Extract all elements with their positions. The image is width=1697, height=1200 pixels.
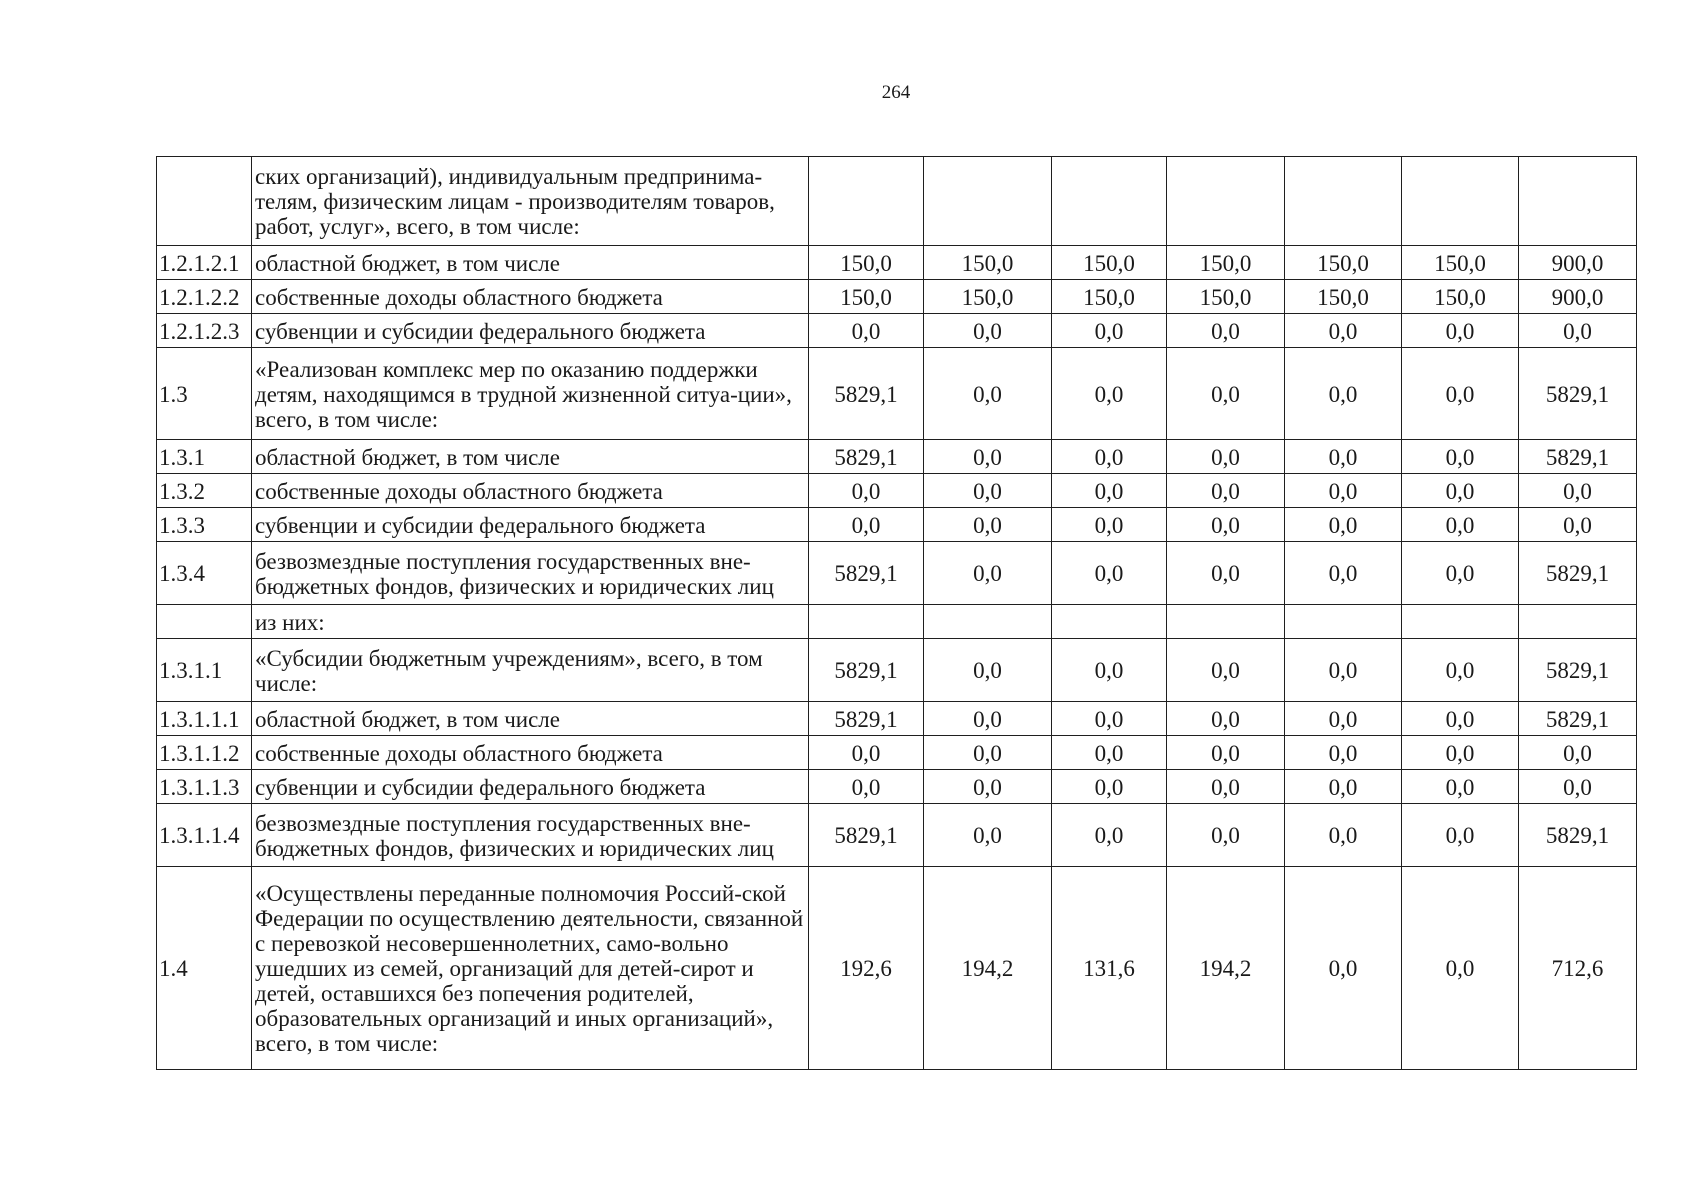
value-cell: 0,0	[1402, 508, 1519, 542]
value-cell: 0,0	[1167, 474, 1285, 508]
table-row	[157, 770, 1637, 804]
value-cell	[924, 157, 1052, 246]
value-cell: 0,0	[1167, 804, 1285, 867]
value-cell: 150,0	[924, 246, 1052, 280]
row-description: безвозмездные поступления государственных вне-бюджетных фондов, физических и юридических лиц	[252, 804, 809, 867]
table-row	[157, 508, 1637, 542]
value-cell: 0,0	[924, 542, 1052, 605]
value-cell: 0,0	[924, 639, 1052, 702]
value-cell: 0,0	[924, 702, 1052, 736]
value-cell: 0,0	[1167, 702, 1285, 736]
row-code: 1.3.1.1	[157, 639, 252, 702]
row-code: 1.3	[157, 348, 252, 440]
row-description: из них:	[252, 605, 809, 639]
value-cell: 5829,1	[809, 804, 924, 867]
value-cell: 0,0	[1285, 508, 1402, 542]
value-cell: 0,0	[924, 314, 1052, 348]
page-number: 264	[881, 82, 911, 103]
row-description: собственные доходы областного бюджета	[252, 280, 809, 314]
row-code: 1.3.1.1.2	[157, 736, 252, 770]
value-cell: 0,0	[1285, 348, 1402, 440]
value-cell	[1052, 605, 1167, 639]
value-cell: 0,0	[1402, 804, 1519, 867]
value-cell: 0,0	[1052, 702, 1167, 736]
value-cell: 0,0	[1402, 474, 1519, 508]
value-cell: 150,0	[1285, 246, 1402, 280]
value-cell: 0,0	[809, 508, 924, 542]
value-cell: 0,0	[1285, 639, 1402, 702]
row-description: субвенции и субсидии федерального бюджета	[252, 508, 809, 542]
row-code: 1.3.3	[157, 508, 252, 542]
value-cell: 0,0	[809, 314, 924, 348]
value-cell: 5829,1	[1519, 542, 1637, 605]
row-code: 1.4	[157, 867, 252, 1070]
value-cell: 0,0	[1052, 770, 1167, 804]
value-cell: 0,0	[1285, 474, 1402, 508]
value-cell: 5829,1	[809, 639, 924, 702]
value-cell: 0,0	[1519, 736, 1637, 770]
table-row	[157, 702, 1637, 736]
value-cell: 0,0	[924, 348, 1052, 440]
row-description: собственные доходы областного бюджета	[252, 736, 809, 770]
row-description: областной бюджет, в том числе	[252, 702, 809, 736]
table-row	[157, 280, 1637, 314]
value-cell: 150,0	[924, 280, 1052, 314]
value-cell	[1402, 157, 1519, 246]
value-cell: 0,0	[1519, 314, 1637, 348]
row-description: ских организаций), индивидуальным предпринима-телям, физическим лицам - производителям товаров, работ, услуг», всего, в том числе:	[252, 157, 809, 246]
row-code: 1.2.1.2.1	[157, 246, 252, 280]
value-cell	[1167, 605, 1285, 639]
value-cell: 0,0	[1285, 702, 1402, 736]
value-cell: 0,0	[1167, 348, 1285, 440]
value-cell: 5829,1	[809, 702, 924, 736]
table-body	[157, 157, 1637, 1070]
table-row	[157, 639, 1637, 702]
value-cell: 0,0	[1519, 508, 1637, 542]
value-cell: 0,0	[1402, 542, 1519, 605]
value-cell: 0,0	[924, 804, 1052, 867]
row-code	[157, 605, 252, 639]
row-description: собственные доходы областного бюджета	[252, 474, 809, 508]
row-description: субвенции и субсидии федерального бюджета	[252, 314, 809, 348]
value-cell: 0,0	[1285, 542, 1402, 605]
value-cell: 0,0	[809, 474, 924, 508]
value-cell: 192,6	[809, 867, 924, 1070]
table-row	[157, 867, 1637, 1070]
value-cell: 150,0	[1402, 280, 1519, 314]
value-cell: 0,0	[1167, 639, 1285, 702]
value-cell: 900,0	[1519, 280, 1637, 314]
value-cell	[1167, 157, 1285, 246]
value-cell: 0,0	[924, 440, 1052, 474]
value-cell	[1519, 157, 1637, 246]
value-cell: 0,0	[1052, 474, 1167, 508]
value-cell: 194,2	[1167, 867, 1285, 1070]
value-cell: 131,6	[1052, 867, 1167, 1070]
value-cell: 150,0	[809, 280, 924, 314]
table-row	[157, 542, 1637, 605]
row-description: областной бюджет, в том числе	[252, 246, 809, 280]
value-cell: 0,0	[1167, 770, 1285, 804]
value-cell: 150,0	[1285, 280, 1402, 314]
value-cell	[1519, 605, 1637, 639]
value-cell	[1402, 605, 1519, 639]
value-cell: 0,0	[1052, 542, 1167, 605]
row-description: субвенции и субсидии федерального бюджета	[252, 770, 809, 804]
row-description: «Реализован комплекс мер по оказанию поддержки детям, находящимся в трудной жизненной ситуа-ции», всего, в том числе:	[252, 348, 809, 440]
value-cell: 5829,1	[1519, 440, 1637, 474]
table-row	[157, 157, 1637, 246]
value-cell: 712,6	[1519, 867, 1637, 1070]
value-cell: 0,0	[1402, 702, 1519, 736]
value-cell: 0,0	[1052, 736, 1167, 770]
value-cell: 0,0	[924, 508, 1052, 542]
value-cell: 0,0	[1052, 348, 1167, 440]
value-cell: 5829,1	[1519, 702, 1637, 736]
value-cell: 0,0	[1402, 348, 1519, 440]
value-cell: 150,0	[1167, 280, 1285, 314]
row-code: 1.3.1	[157, 440, 252, 474]
row-code: 1.2.1.2.2	[157, 280, 252, 314]
row-code: 1.3.4	[157, 542, 252, 605]
row-description: «Субсидии бюджетным учреждениям», всего, в том числе:	[252, 639, 809, 702]
value-cell: 0,0	[1167, 440, 1285, 474]
value-cell	[809, 157, 924, 246]
value-cell: 5829,1	[809, 440, 924, 474]
value-cell: 5829,1	[1519, 639, 1637, 702]
value-cell: 0,0	[809, 770, 924, 804]
value-cell: 0,0	[1402, 314, 1519, 348]
row-description: безвозмездные поступления государственных вне-бюджетных фондов, физических и юридических лиц	[252, 542, 809, 605]
value-cell: 150,0	[809, 246, 924, 280]
value-cell: 0,0	[1052, 508, 1167, 542]
value-cell: 0,0	[924, 770, 1052, 804]
value-cell: 0,0	[1167, 508, 1285, 542]
value-cell: 150,0	[1167, 246, 1285, 280]
row-code: 1.2.1.2.3	[157, 314, 252, 348]
value-cell: 0,0	[1402, 639, 1519, 702]
table-row	[157, 804, 1637, 867]
value-cell: 0,0	[1052, 314, 1167, 348]
row-code: 1.3.1.1.3	[157, 770, 252, 804]
value-cell: 5829,1	[809, 348, 924, 440]
row-code	[157, 157, 252, 246]
value-cell: 5829,1	[1519, 348, 1637, 440]
row-code: 1.3.2	[157, 474, 252, 508]
value-cell: 0,0	[1402, 736, 1519, 770]
value-cell: 5829,1	[809, 542, 924, 605]
value-cell: 5829,1	[1519, 804, 1637, 867]
value-cell: 0,0	[1285, 770, 1402, 804]
row-description: областной бюджет, в том числе	[252, 440, 809, 474]
value-cell: 0,0	[1519, 770, 1637, 804]
value-cell: 0,0	[1052, 440, 1167, 474]
table-row	[157, 246, 1637, 280]
value-cell: 0,0	[1052, 639, 1167, 702]
value-cell: 0,0	[1285, 804, 1402, 867]
value-cell	[1052, 157, 1167, 246]
value-cell: 0,0	[1285, 314, 1402, 348]
value-cell	[809, 605, 924, 639]
value-cell: 0,0	[1052, 804, 1167, 867]
value-cell	[1285, 157, 1402, 246]
row-code: 1.3.1.1.4	[157, 804, 252, 867]
value-cell: 0,0	[1402, 440, 1519, 474]
value-cell: 0,0	[809, 736, 924, 770]
row-code: 1.3.1.1.1	[157, 702, 252, 736]
table-row	[157, 736, 1637, 770]
budget-table	[156, 156, 1637, 1070]
value-cell: 0,0	[924, 736, 1052, 770]
value-cell: 194,2	[924, 867, 1052, 1070]
value-cell: 0,0	[1167, 314, 1285, 348]
value-cell: 150,0	[1052, 280, 1167, 314]
value-cell	[924, 605, 1052, 639]
row-description: «Осуществлены переданные полномочия Россий-ской Федерации по осуществлению деятельности, связанной с перевозкой несовершеннолетних, само-вольно ушедших из семей, организаций для детей-сирот и детей, оставшихся без попечения родителей, образовательных организаций и иных организаций», всего, в том числе:	[252, 867, 809, 1070]
value-cell: 150,0	[1402, 246, 1519, 280]
value-cell: 900,0	[1519, 246, 1637, 280]
table-row	[157, 440, 1637, 474]
value-cell: 0,0	[924, 474, 1052, 508]
value-cell: 150,0	[1052, 246, 1167, 280]
table-row	[157, 348, 1637, 440]
value-cell: 0,0	[1402, 867, 1519, 1070]
value-cell: 0,0	[1167, 542, 1285, 605]
value-cell: 0,0	[1167, 736, 1285, 770]
value-cell	[1285, 605, 1402, 639]
value-cell: 0,0	[1285, 736, 1402, 770]
value-cell: 0,0	[1285, 440, 1402, 474]
value-cell: 0,0	[1402, 770, 1519, 804]
value-cell: 0,0	[1519, 474, 1637, 508]
value-cell: 0,0	[1285, 867, 1402, 1070]
table-row	[157, 605, 1637, 639]
table-row	[157, 314, 1637, 348]
table-row	[157, 474, 1637, 508]
